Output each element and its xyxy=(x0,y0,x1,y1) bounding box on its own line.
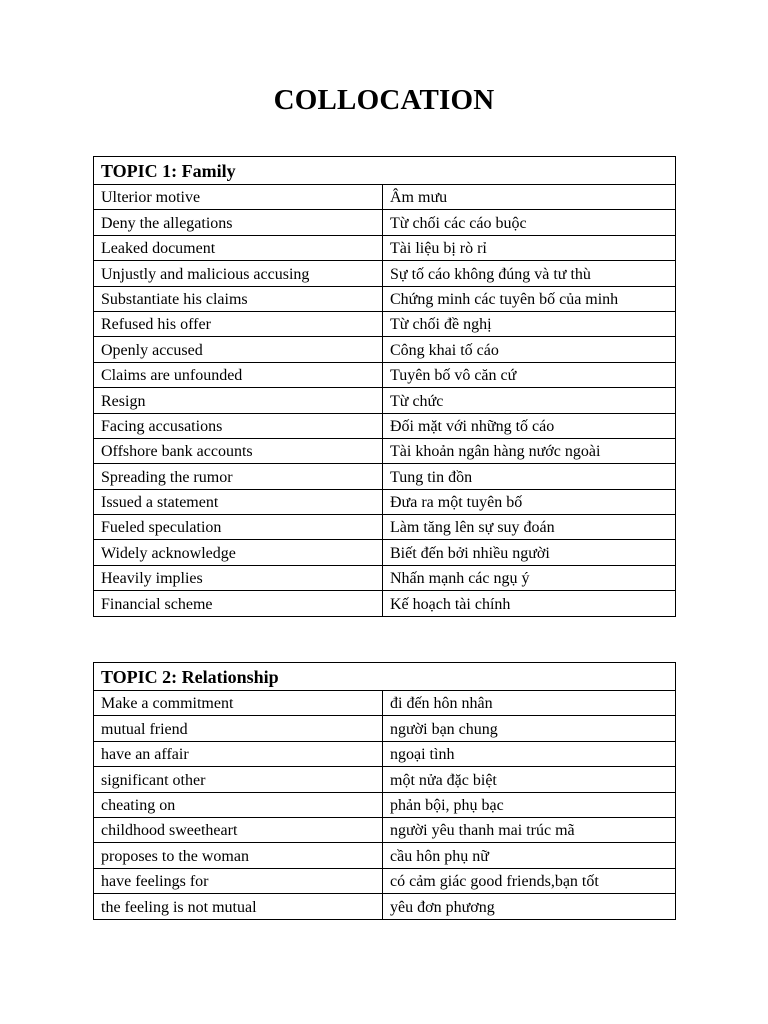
table-row xyxy=(94,591,676,616)
vietnamese-meaning: người bạn chung xyxy=(383,716,676,741)
table-row xyxy=(94,716,676,741)
topic-1-table xyxy=(93,156,676,617)
english-term: Widely acknowledge xyxy=(94,540,383,565)
english-term: Make a commitment xyxy=(94,691,383,716)
table-row xyxy=(94,792,676,817)
table-row xyxy=(94,185,676,210)
vietnamese-meaning: Biết đến bởi nhiều người xyxy=(383,540,676,565)
english-term: the feeling is not mutual xyxy=(94,894,383,919)
vietnamese-meaning: Từ chối các cáo buộc xyxy=(383,210,676,235)
english-term: Unjustly and malicious accusing xyxy=(94,261,383,286)
vietnamese-meaning: người yêu thanh mai trúc mã xyxy=(383,817,676,842)
table-row xyxy=(94,489,676,514)
english-term: Openly accused xyxy=(94,337,383,362)
table-row xyxy=(94,464,676,489)
english-term: cheating on xyxy=(94,792,383,817)
vietnamese-meaning: Tài khoản ngân hàng nước ngoài xyxy=(383,438,676,463)
english-term: Financial scheme xyxy=(94,591,383,616)
vietnamese-meaning: ngoại tình xyxy=(383,741,676,766)
vietnamese-meaning: Âm mưu xyxy=(383,185,676,210)
table-row xyxy=(94,817,676,842)
vietnamese-meaning: Nhấn mạnh các ngụ ý xyxy=(383,565,676,590)
table-row xyxy=(94,235,676,260)
vietnamese-meaning: yêu đơn phương xyxy=(383,894,676,919)
vietnamese-meaning: có cảm giác good friends,bạn tốt xyxy=(383,868,676,893)
vietnamese-meaning: Từ chức xyxy=(383,388,676,413)
topic-header-row xyxy=(94,157,676,185)
topic-1-header: TOPIC 1: Family xyxy=(94,157,676,185)
topic-2-table xyxy=(93,662,676,920)
vietnamese-meaning: Chứng minh các tuyên bố của minh xyxy=(383,286,676,311)
vietnamese-meaning: Làm tăng lên sự suy đoán xyxy=(383,515,676,540)
table-row xyxy=(94,337,676,362)
vietnamese-meaning: Tuyên bố vô căn cứ xyxy=(383,362,676,387)
english-term: Heavily implies xyxy=(94,565,383,590)
english-term: proposes to the woman xyxy=(94,843,383,868)
english-term: Fueled speculation xyxy=(94,515,383,540)
table-row xyxy=(94,894,676,919)
vietnamese-meaning: Kế hoạch tài chính xyxy=(383,591,676,616)
vietnamese-meaning: Công khai tố cáo xyxy=(383,337,676,362)
table-row xyxy=(94,691,676,716)
english-term: Refused his offer xyxy=(94,311,383,336)
topic-2-header: TOPIC 2: Relationship xyxy=(94,663,676,691)
english-term: have feelings for xyxy=(94,868,383,893)
vietnamese-meaning: Tung tin đồn xyxy=(383,464,676,489)
table-row xyxy=(94,767,676,792)
page-title: COLLOCATION xyxy=(273,84,495,116)
table-row xyxy=(94,261,676,286)
english-term: Substantiate his claims xyxy=(94,286,383,311)
table-row xyxy=(94,868,676,893)
english-term: Issued a statement xyxy=(94,489,383,514)
english-term: Facing accusations xyxy=(94,413,383,438)
table-row xyxy=(94,843,676,868)
vietnamese-meaning: Đưa ra một tuyên bố xyxy=(383,489,676,514)
english-term: have an affair xyxy=(94,741,383,766)
table-row xyxy=(94,362,676,387)
english-term: Offshore bank accounts xyxy=(94,438,383,463)
english-term: Ulterior motive xyxy=(94,185,383,210)
table-row xyxy=(94,286,676,311)
table-row xyxy=(94,413,676,438)
vietnamese-meaning: cầu hôn phụ nữ xyxy=(383,843,676,868)
english-term: Deny the allegations xyxy=(94,210,383,235)
table-row xyxy=(94,565,676,590)
english-term: Resign xyxy=(94,388,383,413)
vietnamese-meaning: phản bội, phụ bạc xyxy=(383,792,676,817)
table-row xyxy=(94,741,676,766)
vietnamese-meaning: Sự tố cáo không đúng và tư thù xyxy=(383,261,676,286)
table-row xyxy=(94,540,676,565)
english-term: significant other xyxy=(94,767,383,792)
vietnamese-meaning: Từ chối đề nghị xyxy=(383,311,676,336)
english-term: Spreading the rumor xyxy=(94,464,383,489)
vietnamese-meaning: đi đến hôn nhân xyxy=(383,691,676,716)
table-row xyxy=(94,311,676,336)
vietnamese-meaning: Đối mặt với những tố cáo xyxy=(383,413,676,438)
english-term: Claims are unfounded xyxy=(94,362,383,387)
english-term: mutual friend xyxy=(94,716,383,741)
english-term: Leaked document xyxy=(94,235,383,260)
english-term: childhood sweetheart xyxy=(94,817,383,842)
table-row xyxy=(94,515,676,540)
table-row xyxy=(94,388,676,413)
table-row xyxy=(94,210,676,235)
topic-header-row xyxy=(94,663,676,691)
vietnamese-meaning: Tài liệu bị rò rỉ xyxy=(383,235,676,260)
table-row xyxy=(94,438,676,463)
vietnamese-meaning: một nửa đặc biệt xyxy=(383,767,676,792)
